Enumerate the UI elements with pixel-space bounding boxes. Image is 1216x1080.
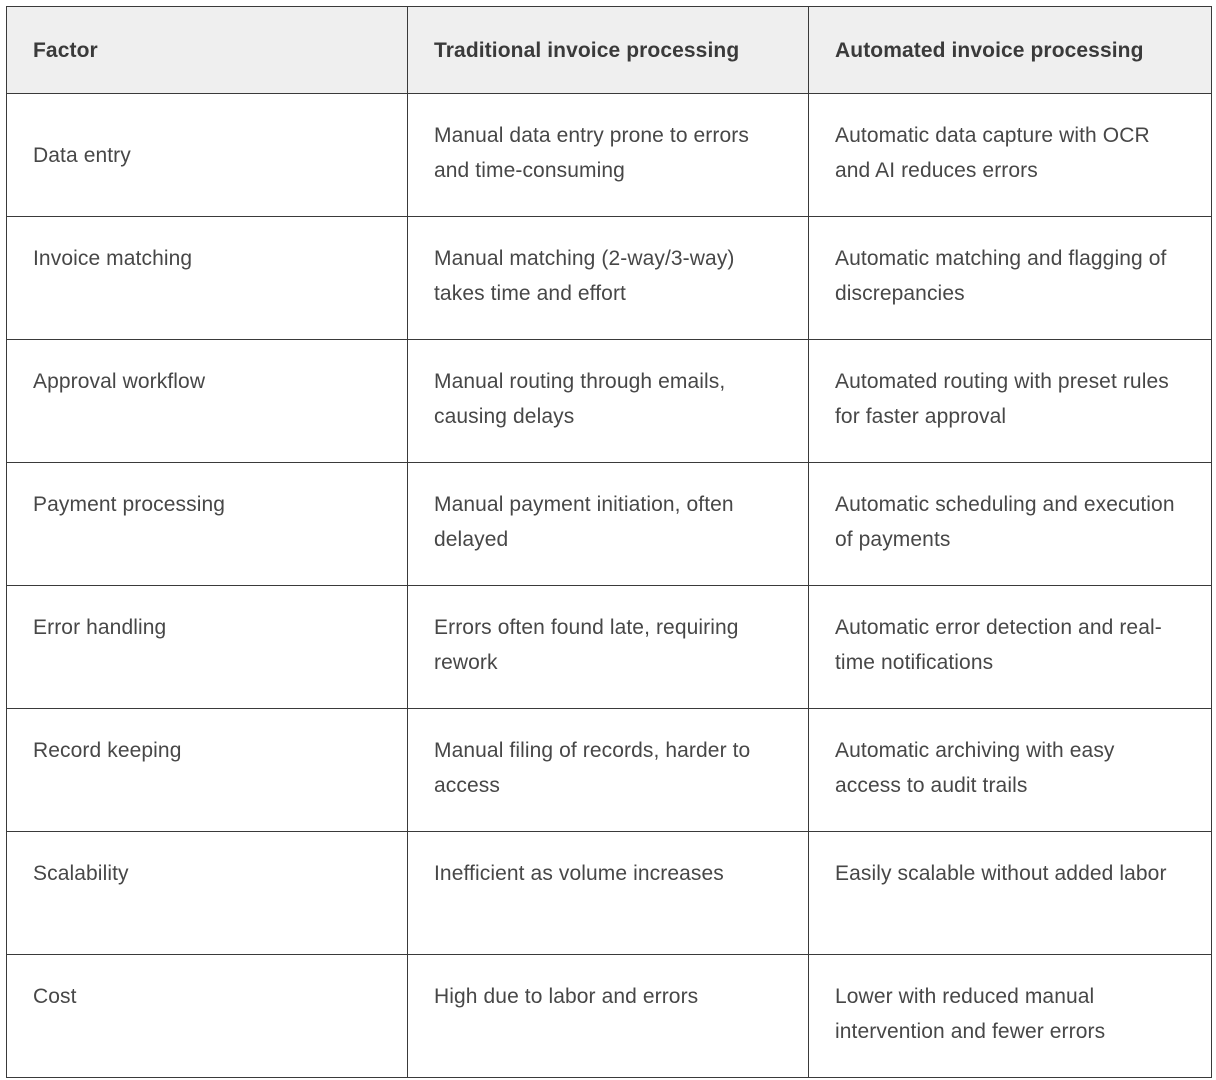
- row-automated: Automatic data capture with OCR and AI reduces errors: [809, 94, 1212, 217]
- row-automated: Automatic archiving with easy access to audit trails: [809, 709, 1212, 832]
- row-automated: Lower with reduced manual intervention and fewer errors: [809, 955, 1212, 1078]
- row-automated: Automatic scheduling and execution of payments: [809, 463, 1212, 586]
- table-row: [7, 463, 1212, 586]
- row-traditional: Manual matching (2-way/3-way) takes time and effort: [408, 217, 809, 340]
- table-row: [7, 94, 1212, 217]
- row-factor: Record keeping: [7, 709, 408, 832]
- row-traditional: Manual data entry prone to errors and time-consuming: [408, 94, 809, 217]
- row-automated: Automatic matching and flagging of discrepancies: [809, 217, 1212, 340]
- table-row: [7, 709, 1212, 832]
- table-row: [7, 832, 1212, 955]
- row-factor: Payment processing: [7, 463, 408, 586]
- row-automated: Automated routing with preset rules for faster approval: [809, 340, 1212, 463]
- table-row: [7, 955, 1212, 1078]
- row-traditional: Manual routing through emails, causing delays: [408, 340, 809, 463]
- comparison-table: [6, 6, 1212, 1078]
- row-traditional: Manual filing of records, harder to access: [408, 709, 809, 832]
- table-row: [7, 586, 1212, 709]
- header-automated: Automated invoice processing: [809, 7, 1212, 94]
- table-row: [7, 340, 1212, 463]
- row-factor: Approval workflow: [7, 340, 408, 463]
- row-factor: Scalability: [7, 832, 408, 955]
- row-factor: Cost: [7, 955, 408, 1078]
- table-header-row: [7, 7, 1212, 94]
- row-traditional: Inefficient as volume increases: [408, 832, 809, 955]
- row-automated: Easily scalable without added labor: [809, 832, 1212, 955]
- row-traditional: Errors often found late, requiring rework: [408, 586, 809, 709]
- row-factor: Data entry: [7, 94, 408, 217]
- table-row: [7, 217, 1212, 340]
- header-factor: Factor: [7, 7, 408, 94]
- header-traditional: Traditional invoice processing: [408, 7, 809, 94]
- row-traditional: High due to labor and errors: [408, 955, 809, 1078]
- row-traditional: Manual payment initiation, often delayed: [408, 463, 809, 586]
- row-factor: Error handling: [7, 586, 408, 709]
- row-automated: Automatic error detection and real-time notifications: [809, 586, 1212, 709]
- row-factor: Invoice matching: [7, 217, 408, 340]
